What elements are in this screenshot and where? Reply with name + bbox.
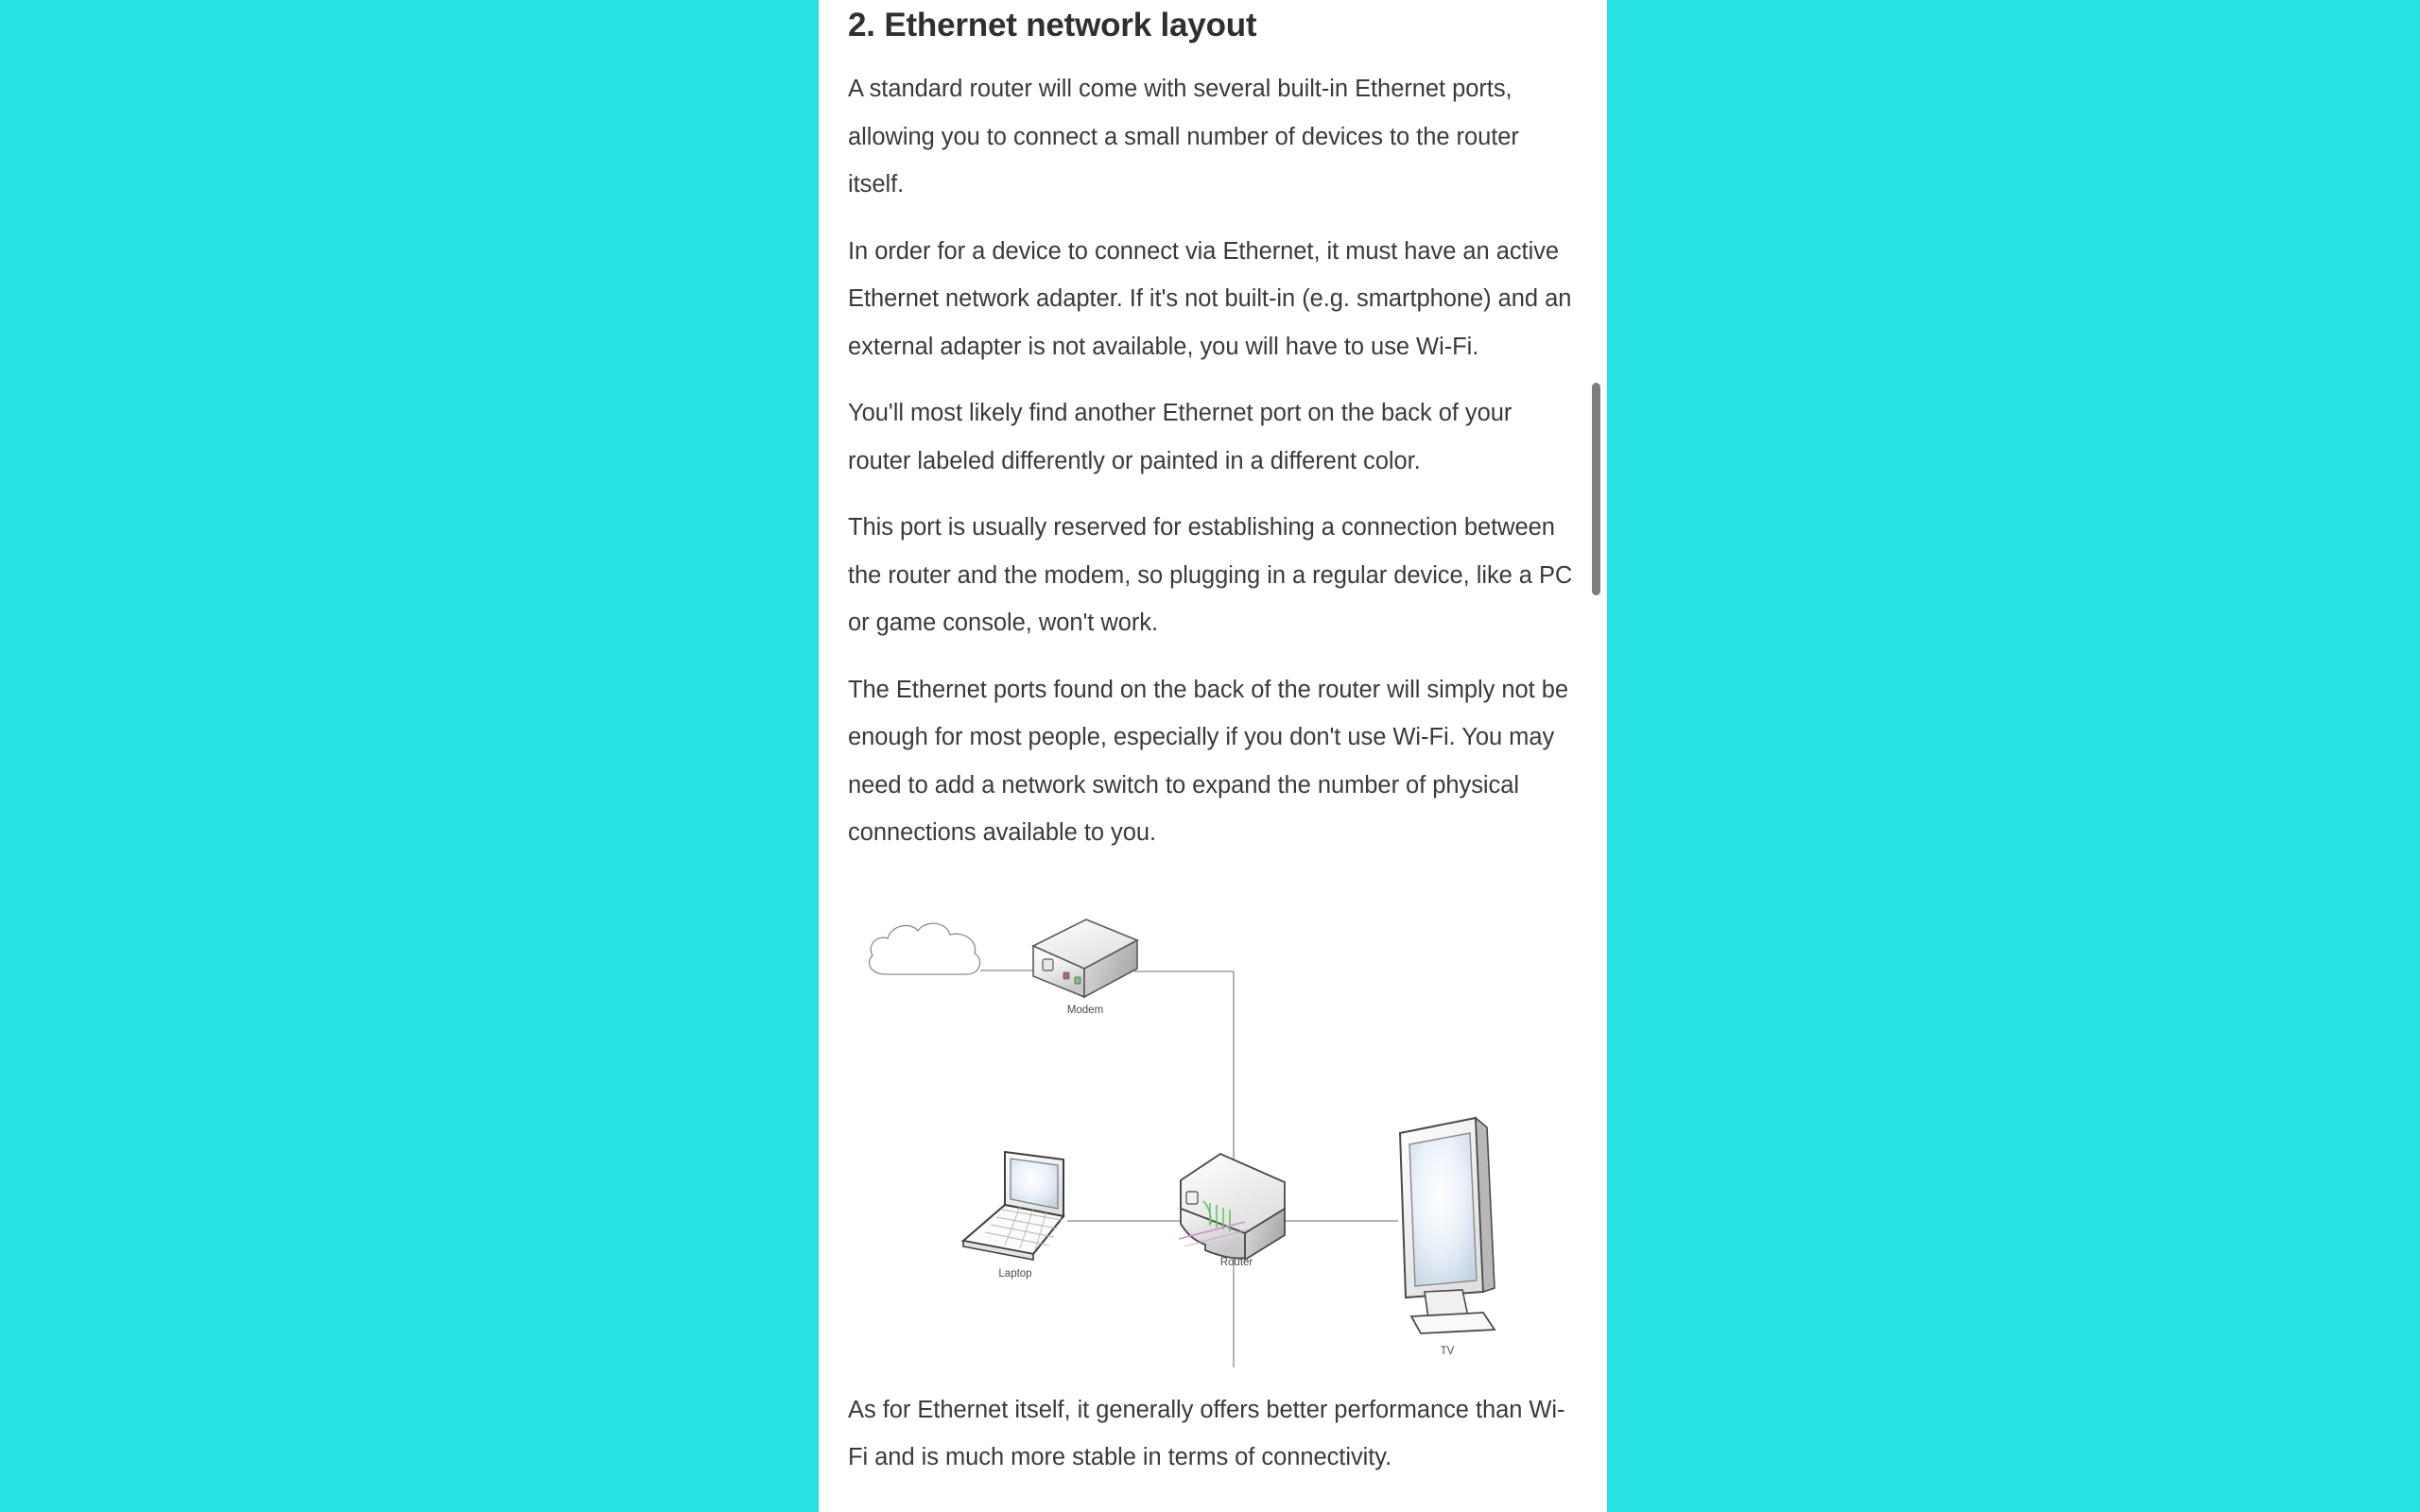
- paragraph-closing: As for Ethernet itself, it generally offers better performance than Wi-Fi and is much more stable in terms of connectivity.: [848, 1396, 1565, 1470]
- paragraph-3: You'll most likely find another Ethernet port on the back of your router labeled differently or painted in a different color.: [848, 400, 1512, 474]
- network-topology-diagram: [848, 876, 1578, 1367]
- paragraph-4: This port is usually reserved for establishing a connection between the router and the modem, so plugging in a regular device, like a PC or game console, won't work.: [848, 514, 1573, 636]
- scrollbar-track[interactable]: [1588, 0, 1601, 1512]
- tv-icon: [1400, 1118, 1495, 1357]
- cloud-icon: [869, 923, 979, 974]
- scrollbar-thumb[interactable]: [1592, 383, 1600, 595]
- diagram-label-laptop: Laptop: [998, 1267, 1032, 1280]
- page-title: 2. Ethernet network layout: [848, 7, 1257, 43]
- paragraph-1: A standard router will come with several built-in Ethernet ports, allowing you to connect a small number of devices to the router itself.: [848, 76, 1519, 198]
- laptop-icon: [963, 1152, 1063, 1280]
- article-panel: [819, 0, 1607, 1512]
- network-diagram-figure: [848, 876, 1579, 1367]
- modem-icon: [1033, 919, 1137, 1016]
- router-icon: [1179, 1154, 1285, 1268]
- article-content: [819, 0, 1607, 1501]
- diagram-label-modem: Modem: [1066, 1004, 1104, 1016]
- paragraph-2: In order for a device to connect via Ethernet, it must have an active Ethernet network adapter. If it's not built-in (e.g. smartphone) and an external adapter is not available, you will have to use Wi-Fi.: [848, 237, 1572, 360]
- diagram-label-router: Router: [1219, 1256, 1253, 1268]
- diagram-label-tv: TV: [1440, 1345, 1455, 1357]
- paragraph-5: The Ethernet ports found on the back of the router will simply not be enough for most people, especially if you don't use Wi-Fi. You may need to add a network switch to expand the number of physical connections available to you.: [848, 676, 1568, 846]
